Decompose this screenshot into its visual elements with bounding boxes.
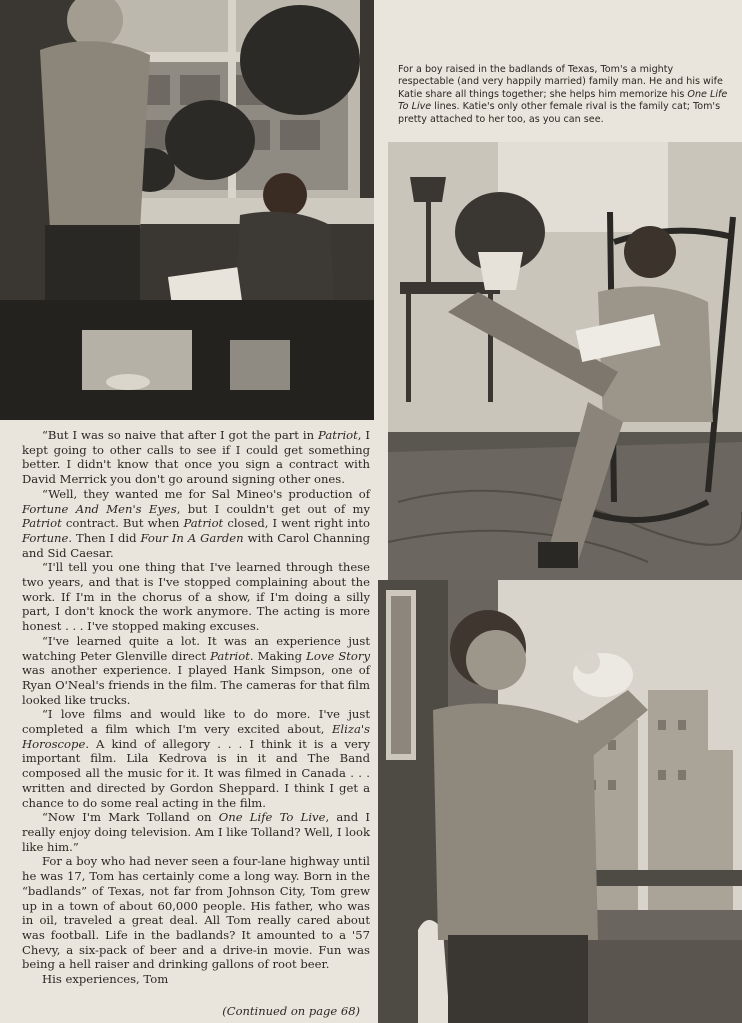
text-run: “I'll tell you one thing that I've learned through these two years, and that is I've stopped complaining about the work. If I'm in the chorus of a show, if I'm doing a silly part, I don't knock the work anymore. The acting is more honest . . . I've stopped making excuses. bbox=[22, 560, 370, 634]
article-paragraph bbox=[22, 487, 370, 561]
text-run: “Well, they wanted me for Sal Mineo's production of bbox=[42, 486, 370, 501]
text-run: . A kind of allegory . . . I think it is a very important film. Lila Kedrova is in it and The Band composed all the music for it. It was filmed in Canada . . . written and directed by Gordon Sheppard. I think I get a chance to do some real acting in the film. bbox=[22, 736, 370, 810]
article-paragraph bbox=[22, 428, 370, 487]
text-run: . Making bbox=[249, 648, 307, 663]
photo-caption bbox=[398, 64, 732, 126]
title-reference: Patriot bbox=[22, 516, 62, 531]
text-run: , but I couldn't get out of my bbox=[176, 501, 370, 516]
text-run: “But I was so naive that after I got the part in bbox=[42, 428, 319, 442]
text-run: . Then I did bbox=[68, 530, 141, 545]
title-reference: One Life To Live bbox=[218, 810, 326, 825]
photo-man-in-rocking-chair bbox=[388, 142, 742, 580]
text-run: was another experience. I played Hank Simpson, one of Ryan O'Neal's friends in the film. The cameras for that film looked like trucks. bbox=[22, 663, 370, 707]
text-run: contract. But when bbox=[61, 516, 184, 531]
title-reference: Patriot bbox=[183, 516, 224, 531]
caption-run: One Life To Live bbox=[398, 88, 728, 113]
title-reference: Love Story bbox=[306, 648, 370, 663]
article-paragraph bbox=[22, 707, 370, 810]
caption-run: For a boy raised in the badlands of Texas, Tom's a mighty respectable (and very happily married) family man. He and his wife Katie share all things together; she helps him memorize his bbox=[398, 64, 723, 100]
article-paragraph bbox=[22, 972, 370, 987]
text-run: His experiences, Tom bbox=[42, 972, 169, 987]
text-run: “I love films and would like to do more. I've just completed a film which I'm very excited about, bbox=[22, 707, 370, 737]
text-run: with Carol Channing and Sid Caesar. bbox=[22, 530, 371, 560]
text-run: “Now I'm Mark Tolland on bbox=[42, 810, 219, 825]
text-run: “I've learned quite a lot. It was an experience just watching Peter Glenville direct bbox=[22, 633, 370, 663]
text-run: , I kept going to other calls to see if I could get something better. I didn't know that once you sign a contract with David Merrick you don't go around signing other ones. bbox=[22, 428, 371, 487]
title-reference: Fortune bbox=[22, 530, 69, 545]
text-run: , and I really enjoy doing television. Am I like Tolland? Well, I look like him.” bbox=[22, 810, 370, 854]
text-run: For a boy who had never seen a four-lane highway until he was 17, Tom has certainly come a long way. Born in the “badlands” of Texas, not far from Johnson City, Tom grew up in a town of about 60,000 people. His father, who was in oil, traveled a great deal. All Tom really cared about was football. Life in the badlands? It amounted to a '57 Chevy, a six-pack of beer and a drive-in movie. Fun was being a hell raiser and drinking gallons of root beer. bbox=[22, 854, 370, 972]
article-paragraph bbox=[22, 854, 370, 972]
continued-note: (Continued on page 68) bbox=[222, 1004, 360, 1018]
article-paragraph bbox=[22, 634, 370, 708]
photo-man-holding-cat bbox=[378, 580, 742, 1023]
caption-run: lines. Katie's only other female rival is the family cat; Tom's pretty attached to her too, as you can see. bbox=[398, 101, 721, 125]
article-paragraph bbox=[22, 810, 370, 854]
title-reference: Four In A Garden bbox=[140, 530, 244, 545]
title-reference: Eliza's Horoscope bbox=[22, 722, 370, 751]
article-body bbox=[22, 428, 370, 987]
title-reference: Patriot bbox=[210, 648, 250, 663]
photo-couple-by-window bbox=[0, 0, 374, 420]
title-reference: Patriot bbox=[318, 428, 358, 442]
text-run: closed, I went right into bbox=[223, 516, 370, 531]
article-paragraph bbox=[22, 560, 370, 634]
title-reference: Fortune And Men's Eyes bbox=[22, 501, 177, 516]
